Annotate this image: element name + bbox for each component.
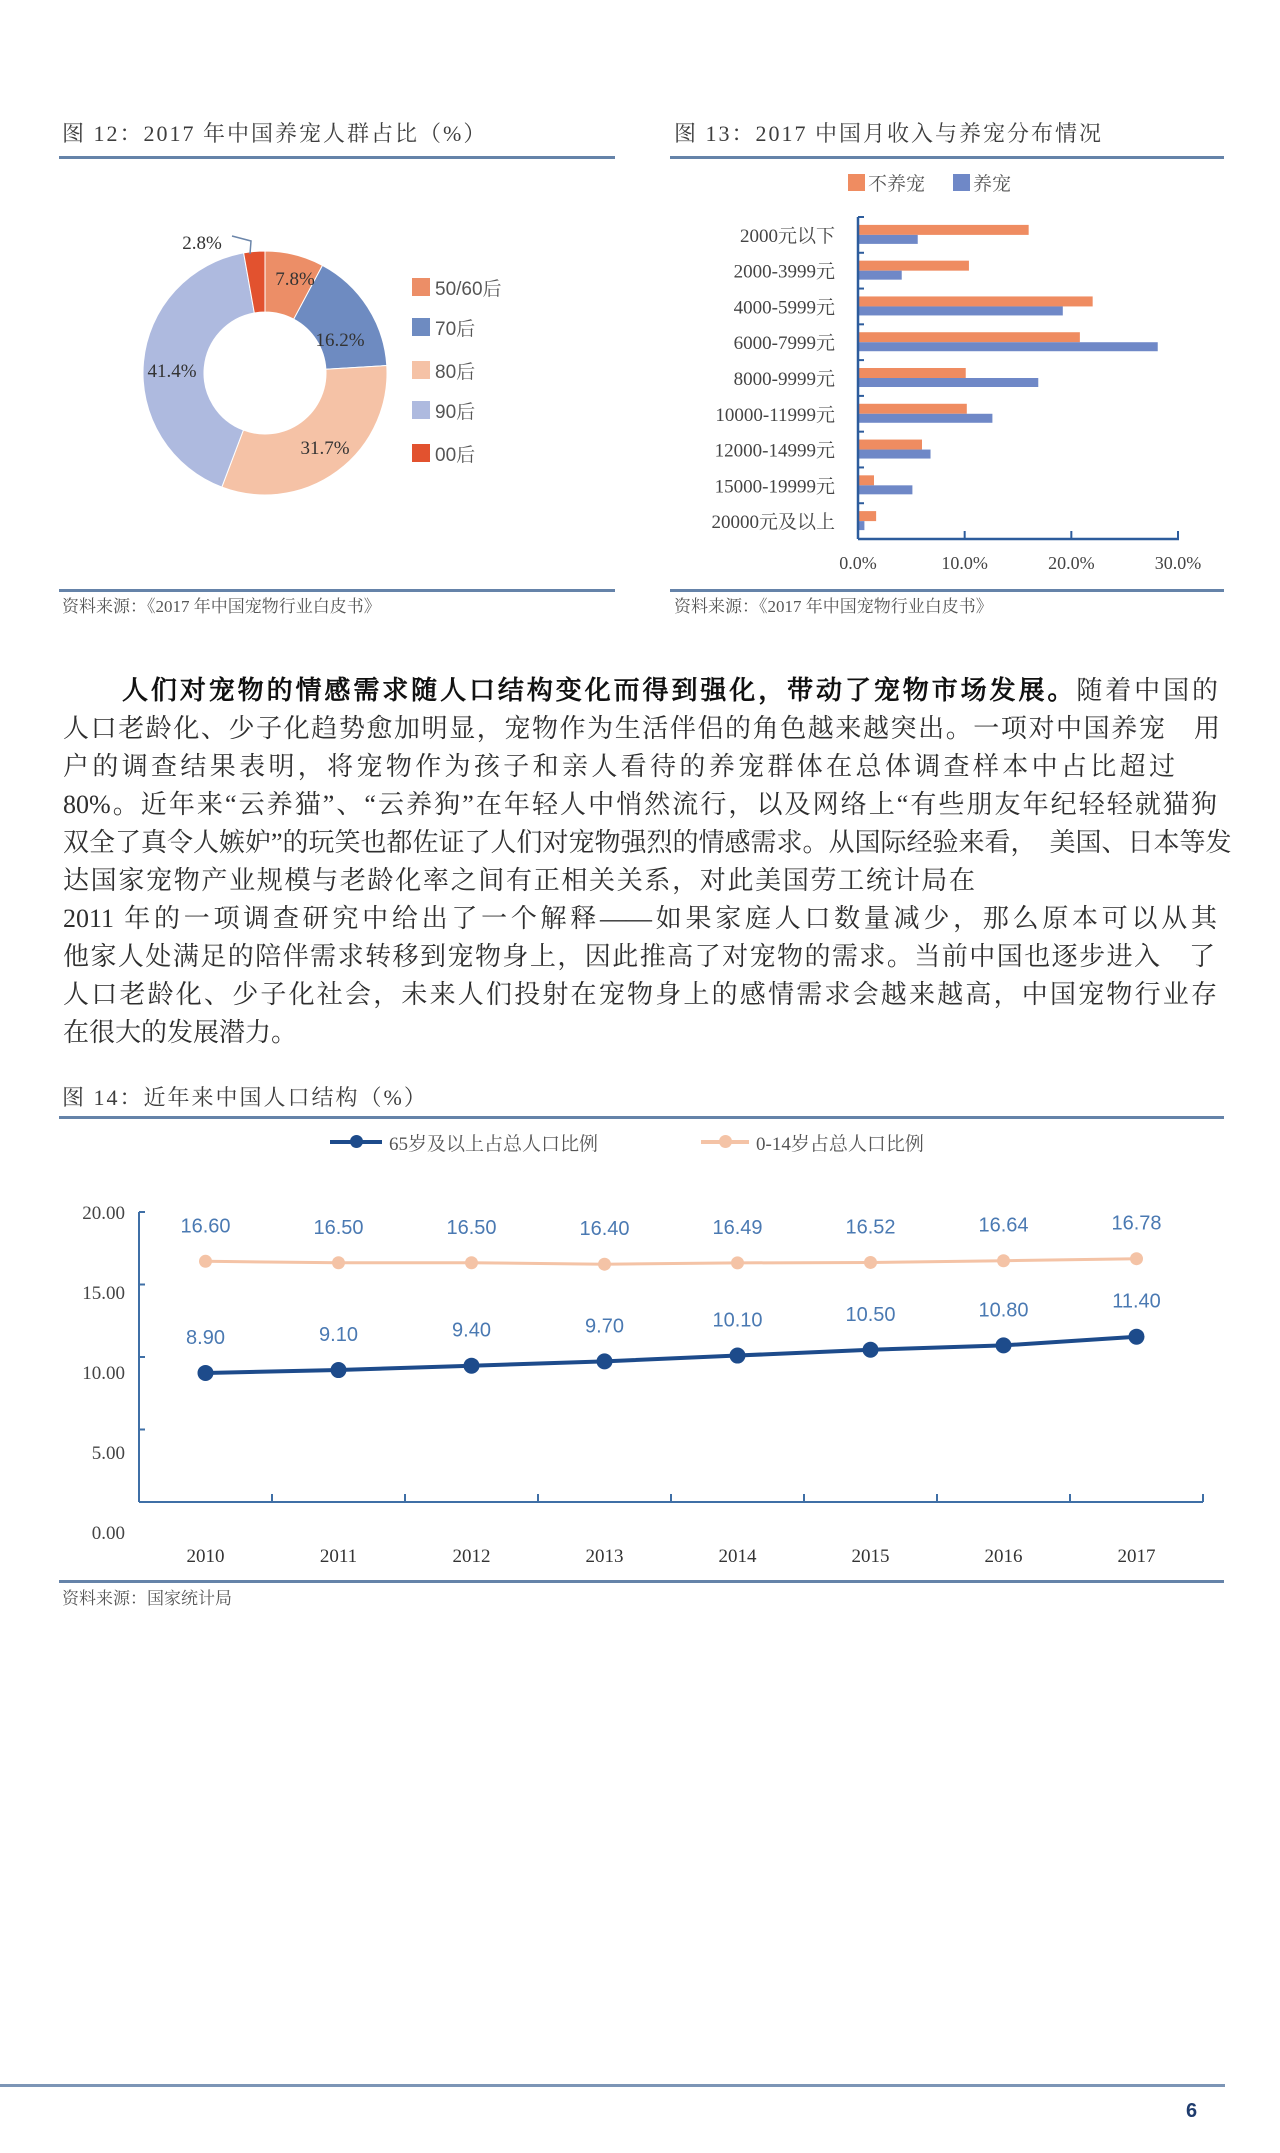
- paragraph-line-2: 人口老龄化、少子化趋势愈加明显，宠物作为生活伴侣的角色越来越突出。一项对中国养宠 用: [63, 714, 1220, 743]
- data-point-marker: [996, 1337, 1012, 1353]
- data-value-label: 16.52: [845, 1216, 896, 1239]
- x-tick-label: 2010: [186, 1546, 225, 1567]
- donut-data-label: 31.7%: [300, 438, 350, 459]
- population-line-chart: [82, 1203, 1203, 1567]
- legend-label: 不养宠: [868, 173, 926, 195]
- legend-label: 70后: [435, 318, 476, 340]
- x-tick-label: 2015: [851, 1546, 890, 1567]
- data-value-label: 9.40: [452, 1319, 491, 1342]
- category-label: 2000-3999元: [733, 261, 835, 283]
- x-tick-label: 2017: [1117, 1546, 1156, 1567]
- figure-14-title: 图 14：近年来中国人口结构（%）: [62, 1085, 428, 1110]
- paragraph-line-7: 2011 年的一项调查研究中给出了一个解释——如果家庭人口数量减少，那么原本可以从其: [63, 904, 1217, 933]
- data-value-label: 10.80: [978, 1299, 1029, 1322]
- page-number: 6: [1186, 2100, 1198, 2122]
- x-tick-label: 10.0%: [941, 553, 988, 573]
- page-footer-rule: [0, 2084, 1225, 2087]
- data-point-marker: [997, 1254, 1010, 1267]
- data-value-label: 16.60: [180, 1215, 231, 1238]
- paragraph-line-5: 双全了真令人嫉妒”的玩笑也都佐证了人们对宠物强烈的情感需求。从国际经验来看， 美国、日本等发: [63, 828, 1232, 857]
- data-value-label: 9.70: [585, 1315, 624, 1338]
- category-label: 8000-9999元: [733, 369, 835, 390]
- legend-label: 50/60后: [435, 278, 502, 300]
- data-point-marker: [1129, 1329, 1145, 1345]
- x-tick-label: 30.0%: [1154, 553, 1202, 573]
- data-point-marker: [198, 1365, 214, 1381]
- bar-no-pet: [858, 475, 874, 485]
- data-point-marker: [331, 1362, 347, 1378]
- legend-label: 0-14岁占总人口比例: [756, 1133, 924, 1155]
- category-label: 12000-14999元: [714, 440, 835, 462]
- donut-data-label: 7.8%: [275, 269, 315, 290]
- paragraph-line-9: 人口老龄化、少子化社会，未来人们投射在宠物身上的感情需求会越来越高，中国宠物行业存: [63, 980, 1217, 1009]
- donut-data-label: 41.4%: [147, 361, 197, 382]
- data-value-label: 16.78: [1111, 1212, 1162, 1235]
- category-label: 15000-19999元: [714, 476, 835, 498]
- bar-pet: [858, 271, 902, 280]
- data-point-marker: [332, 1256, 345, 1269]
- y-tick-label: 20.00: [82, 1203, 125, 1224]
- label-leader-line: [232, 236, 251, 254]
- data-value-label: 16.64: [978, 1214, 1029, 1237]
- data-point-marker: [1130, 1252, 1143, 1265]
- data-point-marker: [597, 1353, 613, 1369]
- donut-data-label: 2.8%: [182, 233, 222, 254]
- data-value-label: 10.50: [845, 1303, 896, 1326]
- bar-no-pet: [858, 296, 1093, 306]
- bar-pet: [858, 306, 1063, 315]
- data-point-marker: [731, 1256, 744, 1269]
- x-tick-label: 2013: [585, 1546, 624, 1567]
- category-label: 10000-11999元: [715, 404, 835, 426]
- bar-pet: [858, 485, 912, 494]
- paragraph-line-10: 在很大的发展潜力。: [63, 1018, 298, 1047]
- data-value-label: 11.40: [1112, 1290, 1161, 1313]
- donut-chart: [143, 233, 387, 495]
- category-label: 4000-5999元: [733, 297, 835, 319]
- data-point-marker: [863, 1342, 879, 1358]
- legend-label: 80后: [435, 361, 476, 383]
- data-value-label: 8.90: [186, 1326, 225, 1349]
- figure-13-source: 资料来源：《2017 年中国宠物行业白皮书》: [674, 597, 993, 616]
- y-tick-label: 10.00: [82, 1363, 125, 1384]
- data-point-marker: [464, 1358, 480, 1374]
- figure-14-source: 资料来源：国家统计局: [62, 1589, 232, 1608]
- donut-slice: [222, 366, 387, 495]
- x-tick-label: 2011: [319, 1546, 358, 1567]
- series-line: [206, 1259, 1137, 1265]
- y-tick-label: 5.00: [91, 1443, 125, 1464]
- legend-label: 65岁及以上占总人口比例: [389, 1133, 599, 1155]
- paragraph-line-8: 他家人处满足的陪伴需求转移到宠物身上，因此推高了对宠物的需求。当前中国也逐步进入 了: [63, 942, 1215, 971]
- data-value-label: 10.10: [712, 1309, 763, 1332]
- x-tick-label: 2014: [718, 1546, 757, 1567]
- data-point-marker: [199, 1255, 212, 1268]
- paragraph-line-4: 80%。近年来“云养猫”、“云养狗”在年轻人中悄然流行，以及网络上“有些朋友年纪轻轻就猫狗: [63, 790, 1217, 819]
- paragraph-lead-bold: 人们对宠物的情感需求随人口结构变化而得到强化，带动了宠物市场发展。: [122, 676, 1077, 705]
- bar-no-pet: [858, 225, 1029, 235]
- donut-data-label: 16.2%: [315, 330, 365, 351]
- category-label: 2000元以下: [739, 225, 835, 247]
- paragraph-line-6: 达国家宠物产业规模与老龄化率之间有正相关关系，对此美国劳工统计局在: [63, 866, 975, 895]
- data-value-label: 16.50: [313, 1216, 364, 1239]
- data-point-marker: [465, 1256, 478, 1269]
- bar-no-pet: [858, 511, 876, 521]
- data-point-marker: [598, 1258, 611, 1271]
- bar-no-pet: [858, 404, 967, 414]
- x-tick-label: 0.0%: [839, 553, 877, 573]
- x-tick-label: 2016: [984, 1546, 1023, 1567]
- bar-pet: [858, 414, 992, 423]
- legend-label: 养宠: [973, 173, 1012, 195]
- category-label: 6000-7999元: [733, 333, 835, 355]
- legend-label: 00后: [435, 444, 476, 466]
- bar-no-pet: [858, 440, 922, 450]
- data-value-label: 16.49: [712, 1216, 763, 1239]
- legend-label: 90后: [435, 401, 476, 423]
- paragraph-line-3: 户的调查结果表明，将宠物作为孩子和亲人看待的养宠群体在总体调查样本中占比超过: [63, 752, 1175, 781]
- x-tick-label: 2012: [452, 1546, 491, 1567]
- y-tick-label: 0.00: [91, 1523, 125, 1544]
- figure-12-title: 图 12：2017 年中国养宠人群占比（%）: [62, 121, 488, 146]
- x-tick-label: 20.0%: [1048, 553, 1095, 573]
- income-bar-chart: [711, 217, 1201, 573]
- bar-no-pet: [858, 261, 969, 271]
- paragraph-text: 随着中国的: [1076, 676, 1218, 705]
- data-point-marker: [730, 1348, 746, 1364]
- bar-pet: [858, 342, 1158, 351]
- bar-no-pet: [858, 332, 1080, 342]
- data-point-marker: [864, 1256, 877, 1269]
- bar-no-pet: [858, 368, 966, 378]
- category-label: 20000元及以上: [711, 512, 835, 534]
- bar-pet: [858, 378, 1038, 387]
- data-value-label: 9.10: [319, 1324, 358, 1347]
- figure-12-source: 资料来源：《2017 年中国宠物行业白皮书》: [62, 597, 381, 616]
- figure-13-title: 图 13：2017 中国月收入与养宠分布情况: [674, 121, 1104, 146]
- bar-pet: [858, 235, 918, 244]
- data-value-label: 16.40: [579, 1218, 630, 1241]
- y-tick-label: 15.00: [82, 1283, 125, 1304]
- data-value-label: 16.50: [446, 1216, 497, 1239]
- bar-pet: [858, 450, 931, 459]
